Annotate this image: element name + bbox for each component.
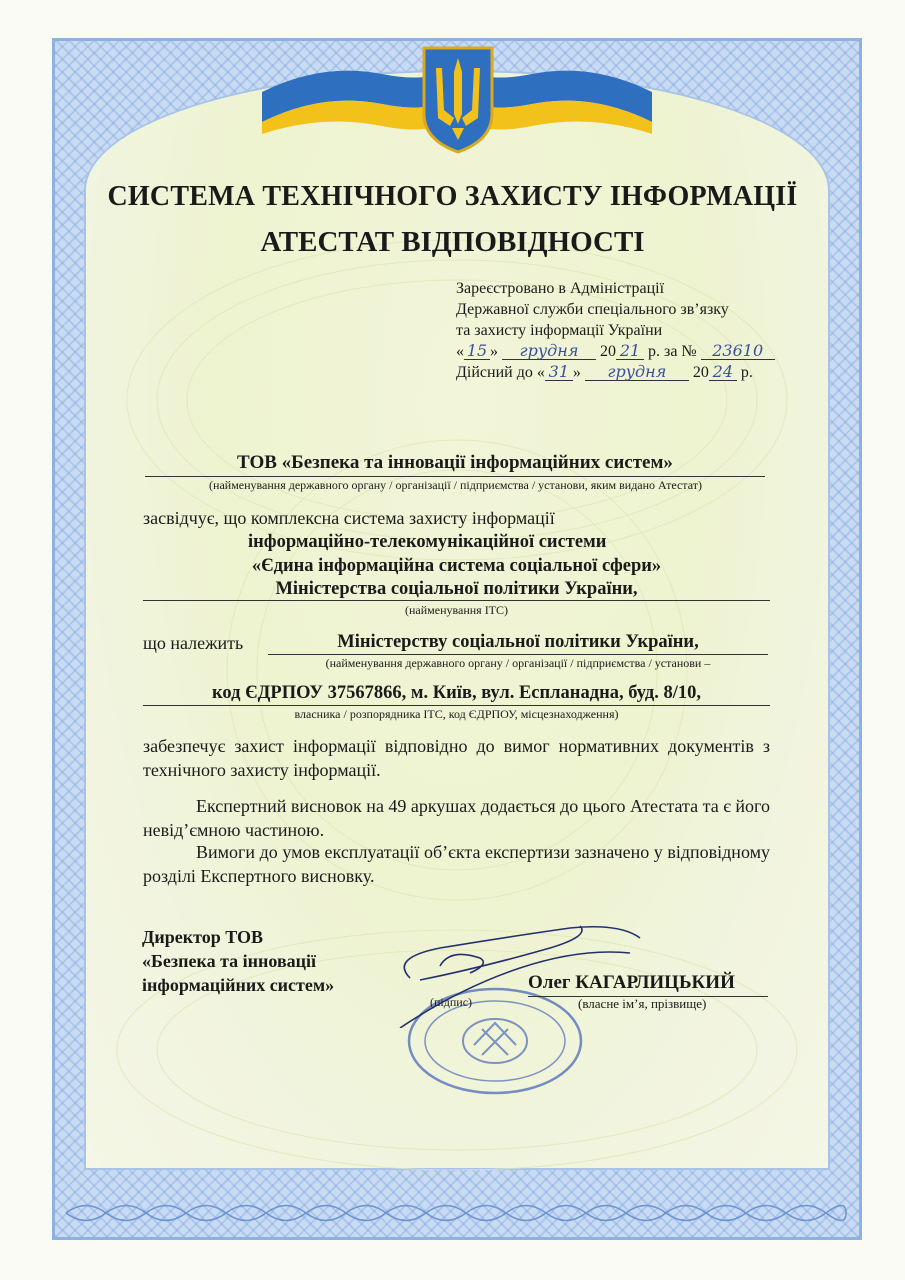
registration-date-line bbox=[456, 341, 775, 362]
owner-details-underline bbox=[143, 705, 770, 706]
registration-year-suffix: 21 bbox=[616, 343, 644, 360]
owner-name: Міністерству соціальної політики України, bbox=[337, 632, 699, 652]
valid-day: 31 bbox=[545, 364, 573, 381]
valid-month: грудня bbox=[585, 364, 689, 381]
issuer-name: ТОВ «Безпека та інновації інформаційних систем» bbox=[145, 452, 765, 477]
certifies-intro: засвідчує, що комплексна система захисту інформації bbox=[143, 508, 555, 528]
signer-position bbox=[142, 925, 334, 997]
issuer-caption: (найменування державного органу / організації / підприємства / установи, яким видано Атестат) bbox=[209, 478, 702, 492]
paragraph-expert-conclusion: Експертний висновок на 49 аркушах додається до цього Атестата та є його невід’ємною частиною. bbox=[143, 796, 770, 840]
signer-position-line-2: «Безпека та інновації bbox=[142, 951, 317, 971]
registration-month: грудня bbox=[502, 343, 596, 360]
owner-caption-1: (найменування державного органу / організації / підприємства / установи – bbox=[325, 656, 711, 670]
registration-day: 15 bbox=[464, 343, 490, 360]
registration-year-text: р. за № bbox=[648, 343, 697, 360]
valid-until-line bbox=[456, 362, 775, 383]
open-quote: « bbox=[456, 343, 464, 360]
registration-line-1: Зареєстровано в Адміністрації bbox=[456, 280, 665, 297]
registration-number: 23610 bbox=[701, 343, 775, 360]
its-caption: (найменування ІТС) bbox=[404, 603, 509, 617]
valid-close-quote: » bbox=[572, 364, 581, 381]
valid-label: Дійсний до bbox=[456, 364, 533, 381]
its-underline bbox=[143, 600, 770, 601]
registration-year-prefix: 20 bbox=[600, 343, 616, 360]
valid-year-text: р. bbox=[740, 364, 753, 381]
paragraph-operation-requirements: Вимоги до умов експлуатації об’єкта експертизи зазначено у відповідному розділі Експертного висновку. bbox=[143, 842, 770, 886]
signer-name: Олег КАГАРЛИЦЬКИЙ bbox=[528, 972, 735, 993]
owner-details: код ЄДРПОУ 37567866, м. Київ, вул. Еспланадна, буд. 8/10, bbox=[212, 683, 701, 703]
trident-coat-of-arms-icon bbox=[420, 44, 496, 154]
its-line-2: «Єдина інформаційна система соціальної сфери» bbox=[251, 556, 662, 576]
registration-line-2: Державної служби спеціального зв’язку bbox=[456, 301, 729, 318]
valid-open-quote: « bbox=[536, 364, 545, 381]
owner-caption-2: власника / розпорядника ІТС, код ЄДРПОУ, місцезнаходження) bbox=[294, 707, 619, 721]
valid-year-prefix: 20 bbox=[692, 364, 709, 381]
signer-position-line-1: Директор ТОВ bbox=[142, 927, 264, 947]
paragraph-protection: забезпечує захист інформації відповідно до вимог нормативних документів з технічного захисту інформації. bbox=[143, 736, 770, 780]
registration-line-3: та захисту інформації України bbox=[456, 322, 663, 339]
signature-caption: (підпис) bbox=[430, 995, 473, 1009]
its-line-3: Міністерства соціальної політики України, bbox=[275, 579, 638, 599]
its-line-1: інформаційно-телекомунікаційної системи bbox=[248, 532, 607, 552]
system-title: СИСТЕМА ТЕХНІЧНОГО ЗАХИСТУ ІНФОРМАЦІЇ bbox=[107, 181, 798, 212]
registration-block bbox=[456, 278, 775, 383]
owner-underline bbox=[268, 654, 768, 655]
close-quote: » bbox=[490, 343, 498, 360]
certificate-title: АТЕСТАТ ВІДПОВІДНОСТІ bbox=[260, 226, 645, 258]
valid-year-suffix: 24 bbox=[709, 364, 737, 381]
signer-name-caption: (власне ім’я, прізвище) bbox=[578, 996, 707, 1011]
owner-label: що належить bbox=[143, 633, 244, 653]
bottom-ornament bbox=[56, 1196, 856, 1230]
signer-position-line-3: інформаційних систем» bbox=[142, 975, 335, 995]
